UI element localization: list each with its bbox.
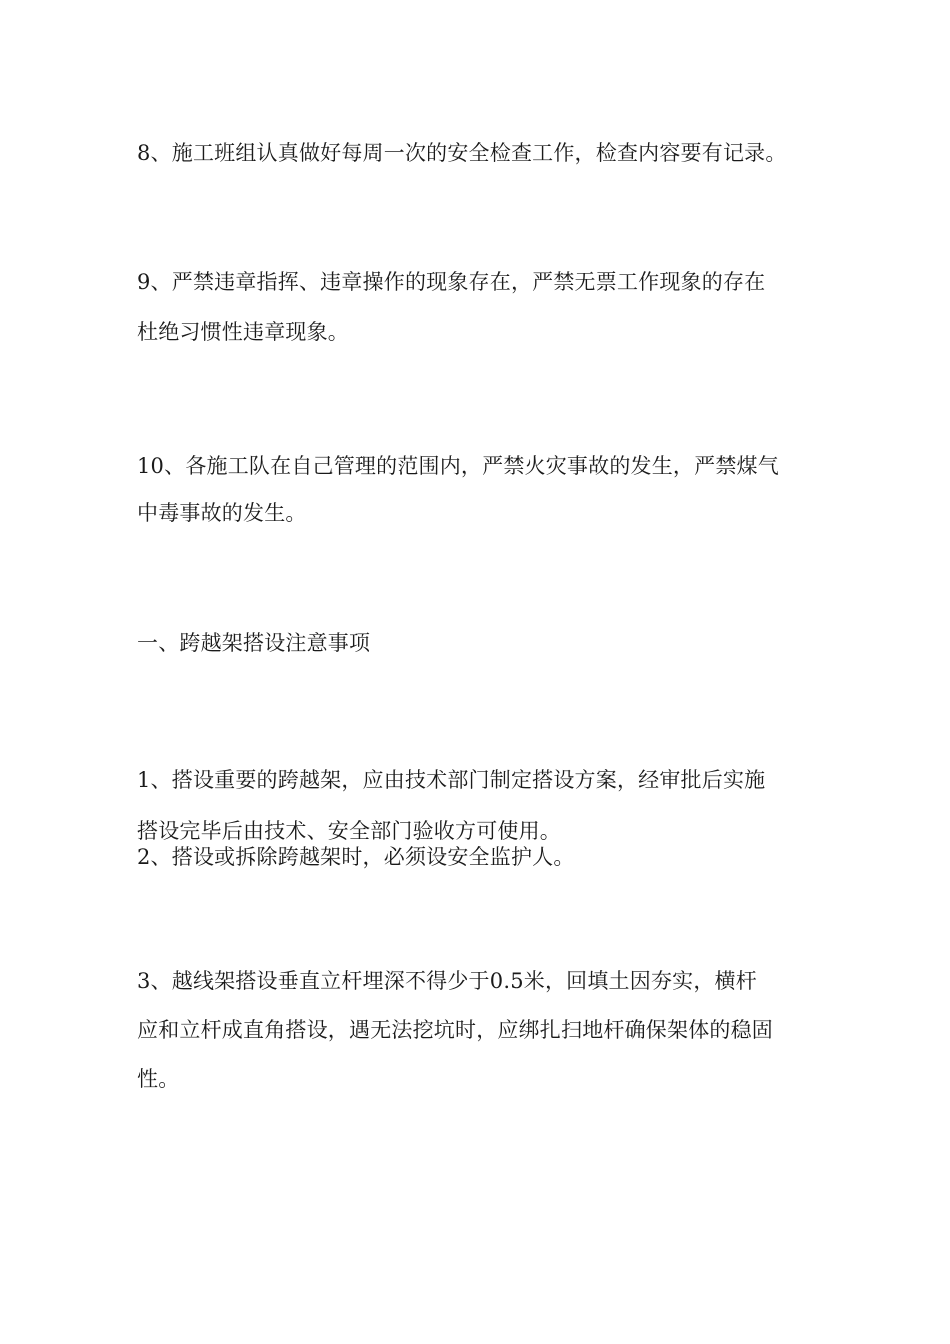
sub-item-3-line-1: 3、越线架搭设垂直立杆埋深不得少于0.5米，回填土因夯实，横杆 [137, 969, 757, 993]
item-8-line-1: 8、施工班组认真做好每周一次的安全检查工作，检查内容要有记录。 [137, 141, 787, 165]
item-10-line-1: 10、各施工队在自己管理的范围内，严禁火灾事故的发生，严禁煤气 [137, 454, 779, 478]
item-10-line-2: 中毒事故的发生。 [137, 501, 307, 525]
sub-item-2-line-1: 2、搭设或拆除跨越架时，必须设安全监护人。 [137, 845, 575, 869]
sub-item-3-line-3: 性。 [137, 1067, 180, 1091]
sub-item-1-line-2: 搭设完毕后由技术、安全部门验收方可使用。 [137, 819, 561, 843]
item-9-line-1: 9、严禁违章指挥、违章操作的现象存在，严禁无票工作现象的存在 [137, 270, 766, 294]
item-9-line-2: 杜绝习惯性违章现象。 [137, 320, 349, 344]
section-heading: 一、跨越架搭设注意事项 [137, 631, 371, 655]
sub-item-3-line-2: 应和立杆成直角搭设，遇无法挖坑时，应绑扎扫地杆确保架体的稳固 [137, 1018, 773, 1042]
sub-item-1-line-1: 1、搭设重要的跨越架，应由技术部门制定搭设方案，经审批后实施 [137, 768, 766, 792]
